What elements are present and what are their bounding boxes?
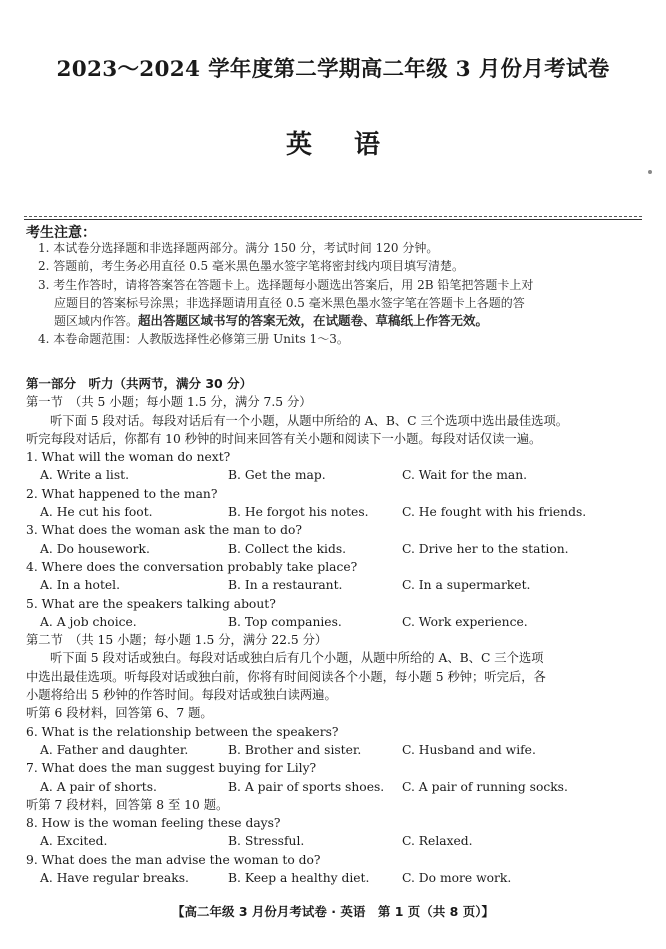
option-b: B. In a restaurant. bbox=[228, 578, 343, 593]
question-8-options bbox=[26, 832, 642, 850]
option-c: C. Husband and wife. bbox=[402, 742, 536, 757]
question-9-options bbox=[26, 869, 642, 887]
notice-item-3: 3. 考生作答时，请将答案答在答题卡上。选择题每小题选出答案后，用 2B 铅笔把答题卡上对 bbox=[38, 277, 534, 292]
notice-item-3-end bbox=[38, 312, 620, 330]
section1-heading: 第一节 （共 5 小题；每小题 1.5 分，满分 7.5 分） bbox=[26, 395, 312, 410]
listening-part bbox=[26, 375, 642, 887]
question-3-options bbox=[26, 540, 642, 558]
option-a: A. Write a list. bbox=[40, 468, 129, 483]
material-6-note: 听第 6 段材料，回答第 6、7 题。 bbox=[26, 706, 213, 721]
notice-item-3-cont: 应题目的答案标号涂黑；非选择题请用直径 0.5 毫米黑色墨水签字笔在答题卡上各题的答 bbox=[54, 295, 525, 310]
option-b: B. Top companies. bbox=[228, 614, 342, 629]
notice-item-4: 4. 本卷命题范围：人教版选择性必修第三册 Units 1～3。 bbox=[38, 332, 349, 347]
option-c: C. Work experience. bbox=[402, 614, 528, 629]
question-8: 8. How is the woman feeling these days? bbox=[26, 816, 281, 831]
option-b: B. He forgot his notes. bbox=[228, 505, 369, 520]
option-a: A. Father and daughter. bbox=[40, 742, 189, 757]
section1-instructions: 听下面 5 段对话。每段对话后有一个小题，从题中所给的 A、B、C 三个选项中选出最佳选项。 bbox=[50, 413, 569, 428]
section2-heading: 第二节 （共 15 小题；每小题 1.5 分，满分 22.5 分） bbox=[26, 633, 328, 648]
option-c: C. A pair of running socks. bbox=[402, 779, 568, 794]
question-4-options bbox=[26, 576, 642, 594]
subject-title: 英语 bbox=[285, 130, 422, 160]
notice-list bbox=[38, 239, 620, 349]
question-9: 9. What does the man advise the woman to do? bbox=[26, 852, 321, 867]
option-a: A. A job choice. bbox=[40, 614, 137, 629]
notice-heading: 考生注意： bbox=[26, 225, 96, 241]
question-2: 2. What happened to the man? bbox=[26, 486, 218, 501]
option-a: A. Have regular breaks. bbox=[40, 871, 189, 886]
option-c: C. Wait for the man. bbox=[402, 468, 528, 483]
option-c: C. He fought with his friends. bbox=[402, 505, 587, 520]
section2-instructions-end: 小题将给出 5 秒钟的作答时间。每段对话或独白读两遍。 bbox=[26, 688, 337, 703]
question-7-options bbox=[26, 778, 642, 796]
question-6-options bbox=[26, 741, 642, 759]
question-1-options bbox=[26, 466, 642, 484]
option-b: B. Keep a healthy diet. bbox=[228, 871, 370, 886]
option-b: B. Brother and sister. bbox=[228, 742, 362, 757]
question-2-options bbox=[26, 503, 642, 521]
option-a: A. Excited. bbox=[40, 834, 108, 849]
option-b: B. Stressful. bbox=[228, 834, 305, 849]
scan-mark bbox=[648, 170, 652, 174]
option-c: C. Drive her to the station. bbox=[402, 541, 569, 556]
option-b: B. Get the map. bbox=[228, 468, 326, 483]
question-6: 6. What is the relationship between the speakers? bbox=[26, 724, 339, 739]
option-c: C. Relaxed. bbox=[402, 834, 473, 849]
part1-heading: 第一部分 听力（共两节，满分 30 分） bbox=[26, 376, 253, 391]
question-5: 5. What are the speakers talking about? bbox=[26, 596, 276, 611]
notice-item-2: 2. 答题前，考生务必用直径 0.5 毫米黑色墨水签字笔将密封线内项目填写清楚。 bbox=[38, 259, 464, 274]
question-7: 7. What does the man suggest buying for Lily? bbox=[26, 761, 317, 776]
page-footer: 【高二年级 3 月份月考试卷 · 英语 第 1 页（共 8 页）】 bbox=[172, 904, 494, 919]
material-7-note: 听第 7 段材料，回答第 8 至 10 题。 bbox=[26, 797, 229, 812]
option-c: C. Do more work. bbox=[402, 871, 512, 886]
question-1: 1. What will the woman do next? bbox=[26, 450, 231, 465]
divider-dashed bbox=[24, 216, 642, 217]
question-3: 3. What does the woman ask the man to do? bbox=[26, 523, 302, 538]
section1-instructions-cont: 听完每段对话后，你都有 10 秒钟的时间来回答有关小题和阅读下一小题。每段对话仅读一遍。 bbox=[26, 431, 542, 446]
notice-item-1: 1. 本试卷分选择题和非选择题两部分。满分 150 分，考试时间 120 分钟。 bbox=[38, 241, 439, 255]
question-4: 4. Where does the conversation probably take place? bbox=[26, 559, 358, 574]
notice-warning: 超出答题区域书写的答案无效，在试题卷、草稿纸上作答无效。 bbox=[138, 313, 489, 329]
question-5-options bbox=[26, 613, 642, 631]
option-a: A. He cut his foot. bbox=[40, 505, 153, 520]
option-b: B. A pair of sports shoes. bbox=[228, 779, 385, 794]
option-a: A. A pair of shorts. bbox=[40, 779, 157, 794]
section2-instructions: 听下面 5 段对话或独白。每段对话或独白后有几个小题，从题中所给的 A、B、C 三个选项 bbox=[50, 651, 544, 666]
divider-solid bbox=[24, 219, 642, 220]
option-a: A. In a hotel. bbox=[40, 578, 121, 593]
option-b: B. Collect the kids. bbox=[228, 541, 347, 556]
notice-text: 题区域内作答。 bbox=[54, 314, 139, 329]
exam-title: 2023～2024 学年度第二学期高二年级 3 月份月考试卷 bbox=[56, 57, 610, 82]
section2-instructions-cont: 中选出最佳选项。听每段对话或独白前，你将有时间阅读各个小题，每小题 5 秒钟；听完后，各 bbox=[26, 669, 546, 684]
option-c: C. In a supermarket. bbox=[402, 578, 531, 593]
option-a: A. Do housework. bbox=[40, 541, 150, 556]
